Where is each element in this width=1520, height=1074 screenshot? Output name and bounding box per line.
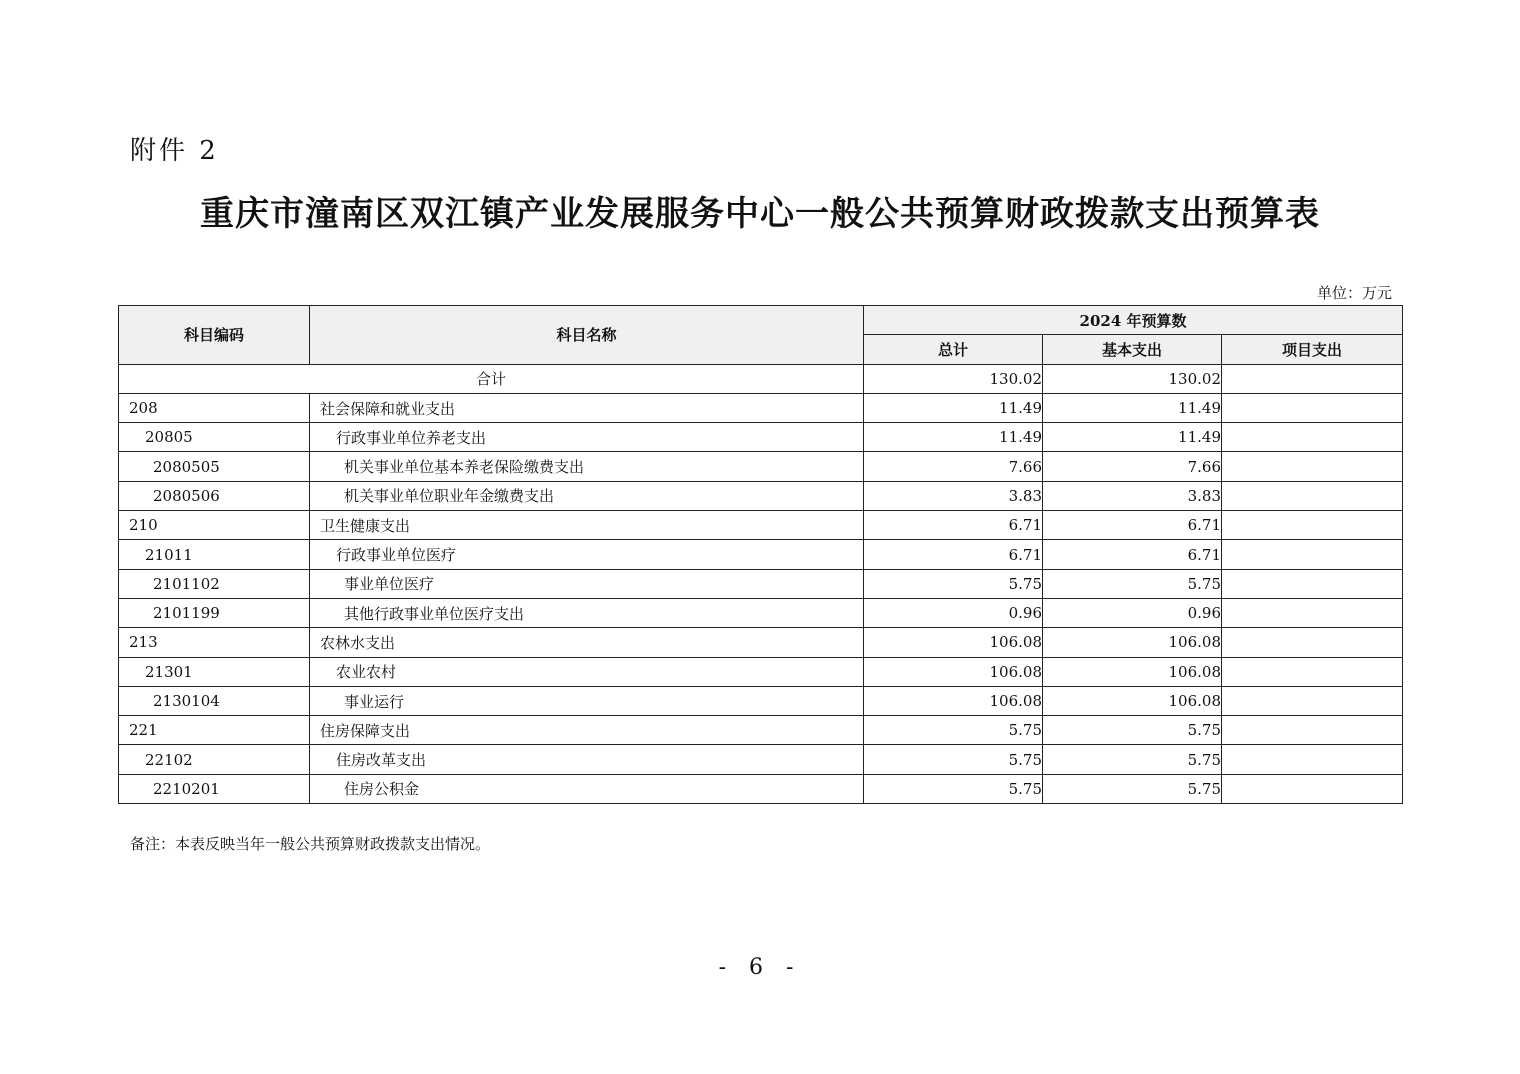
table-row — [119, 628, 1403, 657]
row-project — [1222, 569, 1403, 598]
row-basic: 5.75 — [1043, 716, 1222, 745]
row-name: 农业农村 — [310, 657, 864, 686]
row-name: 住房改革支出 — [310, 745, 864, 774]
row-total: 106.08 — [864, 686, 1043, 715]
row-basic: 5.75 — [1043, 745, 1222, 774]
row-project — [1222, 745, 1403, 774]
row-basic: 5.75 — [1043, 774, 1222, 803]
table-row — [119, 511, 1403, 540]
row-name: 事业单位医疗 — [310, 569, 864, 598]
row-name: 机关事业单位基本养老保险缴费支出 — [310, 452, 864, 481]
row-total: 5.75 — [864, 745, 1043, 774]
row-basic: 106.08 — [1043, 657, 1222, 686]
row-total: 11.49 — [864, 393, 1043, 422]
row-project — [1222, 598, 1403, 627]
row-code: 2080505 — [119, 452, 310, 481]
row-total: 106.08 — [864, 628, 1043, 657]
row-basic: 5.75 — [1043, 569, 1222, 598]
row-total: 5.75 — [864, 716, 1043, 745]
row-project — [1222, 716, 1403, 745]
row-name: 事业运行 — [310, 686, 864, 715]
row-code: 210 — [119, 511, 310, 540]
row-code: 21301 — [119, 657, 310, 686]
row-project — [1222, 774, 1403, 803]
table-row — [119, 481, 1403, 510]
row-basic: 0.96 — [1043, 598, 1222, 627]
table-row — [119, 423, 1403, 452]
table-row — [119, 393, 1403, 422]
row-name: 农林水支出 — [310, 628, 864, 657]
row-code: 2080506 — [119, 481, 310, 510]
row-code: 22102 — [119, 745, 310, 774]
row-code: 2101199 — [119, 598, 310, 627]
row-name: 住房保障支出 — [310, 716, 864, 745]
row-basic: 6.71 — [1043, 540, 1222, 569]
total-row-total: 130.02 — [864, 364, 1043, 393]
header-basic: 基本支出 — [1043, 335, 1222, 364]
row-code: 2210201 — [119, 774, 310, 803]
row-total: 6.71 — [864, 511, 1043, 540]
budget-table — [118, 305, 1403, 804]
row-code: 21011 — [119, 540, 310, 569]
row-name: 卫生健康支出 — [310, 511, 864, 540]
row-code: 2130104 — [119, 686, 310, 715]
table-note: 备注：本表反映当年一般公共预算财政拨款支出情况。 — [130, 835, 491, 853]
row-basic: 11.49 — [1043, 393, 1222, 422]
row-project — [1222, 423, 1403, 452]
row-project — [1222, 628, 1403, 657]
row-code: 221 — [119, 716, 310, 745]
header-total: 总计 — [864, 335, 1043, 364]
row-basic: 7.66 — [1043, 452, 1222, 481]
row-project — [1222, 393, 1403, 422]
table-row — [119, 569, 1403, 598]
row-project — [1222, 540, 1403, 569]
total-row — [119, 364, 1403, 393]
row-total: 7.66 — [864, 452, 1043, 481]
unit-label: 单位：万元 — [1316, 284, 1392, 302]
total-row-basic: 130.02 — [1043, 364, 1222, 393]
row-total: 6.71 — [864, 540, 1043, 569]
table-row — [119, 686, 1403, 715]
row-name: 机关事业单位职业年金缴费支出 — [310, 481, 864, 510]
row-project — [1222, 452, 1403, 481]
row-basic: 6.71 — [1043, 511, 1222, 540]
row-name: 其他行政事业单位医疗支出 — [310, 598, 864, 627]
header-project: 项目支出 — [1222, 335, 1403, 364]
row-name: 住房公积金 — [310, 774, 864, 803]
row-total: 5.75 — [864, 774, 1043, 803]
table-row — [119, 745, 1403, 774]
table-row — [119, 598, 1403, 627]
row-basic: 106.08 — [1043, 628, 1222, 657]
row-total: 5.75 — [864, 569, 1043, 598]
table-row — [119, 452, 1403, 481]
row-name: 行政事业单位医疗 — [310, 540, 864, 569]
row-name: 社会保障和就业支出 — [310, 393, 864, 422]
row-code: 20805 — [119, 423, 310, 452]
row-code: 2101102 — [119, 569, 310, 598]
page-number: - 6 - — [718, 955, 802, 980]
row-code: 213 — [119, 628, 310, 657]
row-total: 106.08 — [864, 657, 1043, 686]
table-body — [119, 364, 1403, 803]
row-project — [1222, 481, 1403, 510]
row-name: 行政事业单位养老支出 — [310, 423, 864, 452]
row-total: 11.49 — [864, 423, 1043, 452]
row-basic: 106.08 — [1043, 686, 1222, 715]
table-row — [119, 540, 1403, 569]
table-row — [119, 774, 1403, 803]
table-row — [119, 657, 1403, 686]
header-budget-group: 2024 年预算数 — [864, 306, 1403, 335]
header-code: 科目编码 — [119, 306, 310, 365]
row-basic: 11.49 — [1043, 423, 1222, 452]
table-row — [119, 716, 1403, 745]
total-row-label: 合计 — [119, 364, 864, 393]
row-project — [1222, 511, 1403, 540]
row-total: 0.96 — [864, 598, 1043, 627]
row-total: 3.83 — [864, 481, 1043, 510]
row-project — [1222, 657, 1403, 686]
row-code: 208 — [119, 393, 310, 422]
row-basic: 3.83 — [1043, 481, 1222, 510]
total-row-project — [1222, 364, 1403, 393]
page-title: 重庆市潼南区双江镇产业发展服务中心一般公共预算财政拨款支出预算表 — [200, 194, 1320, 234]
row-project — [1222, 686, 1403, 715]
attachment-label: 附件 2 — [130, 136, 219, 166]
header-name: 科目名称 — [310, 306, 864, 365]
